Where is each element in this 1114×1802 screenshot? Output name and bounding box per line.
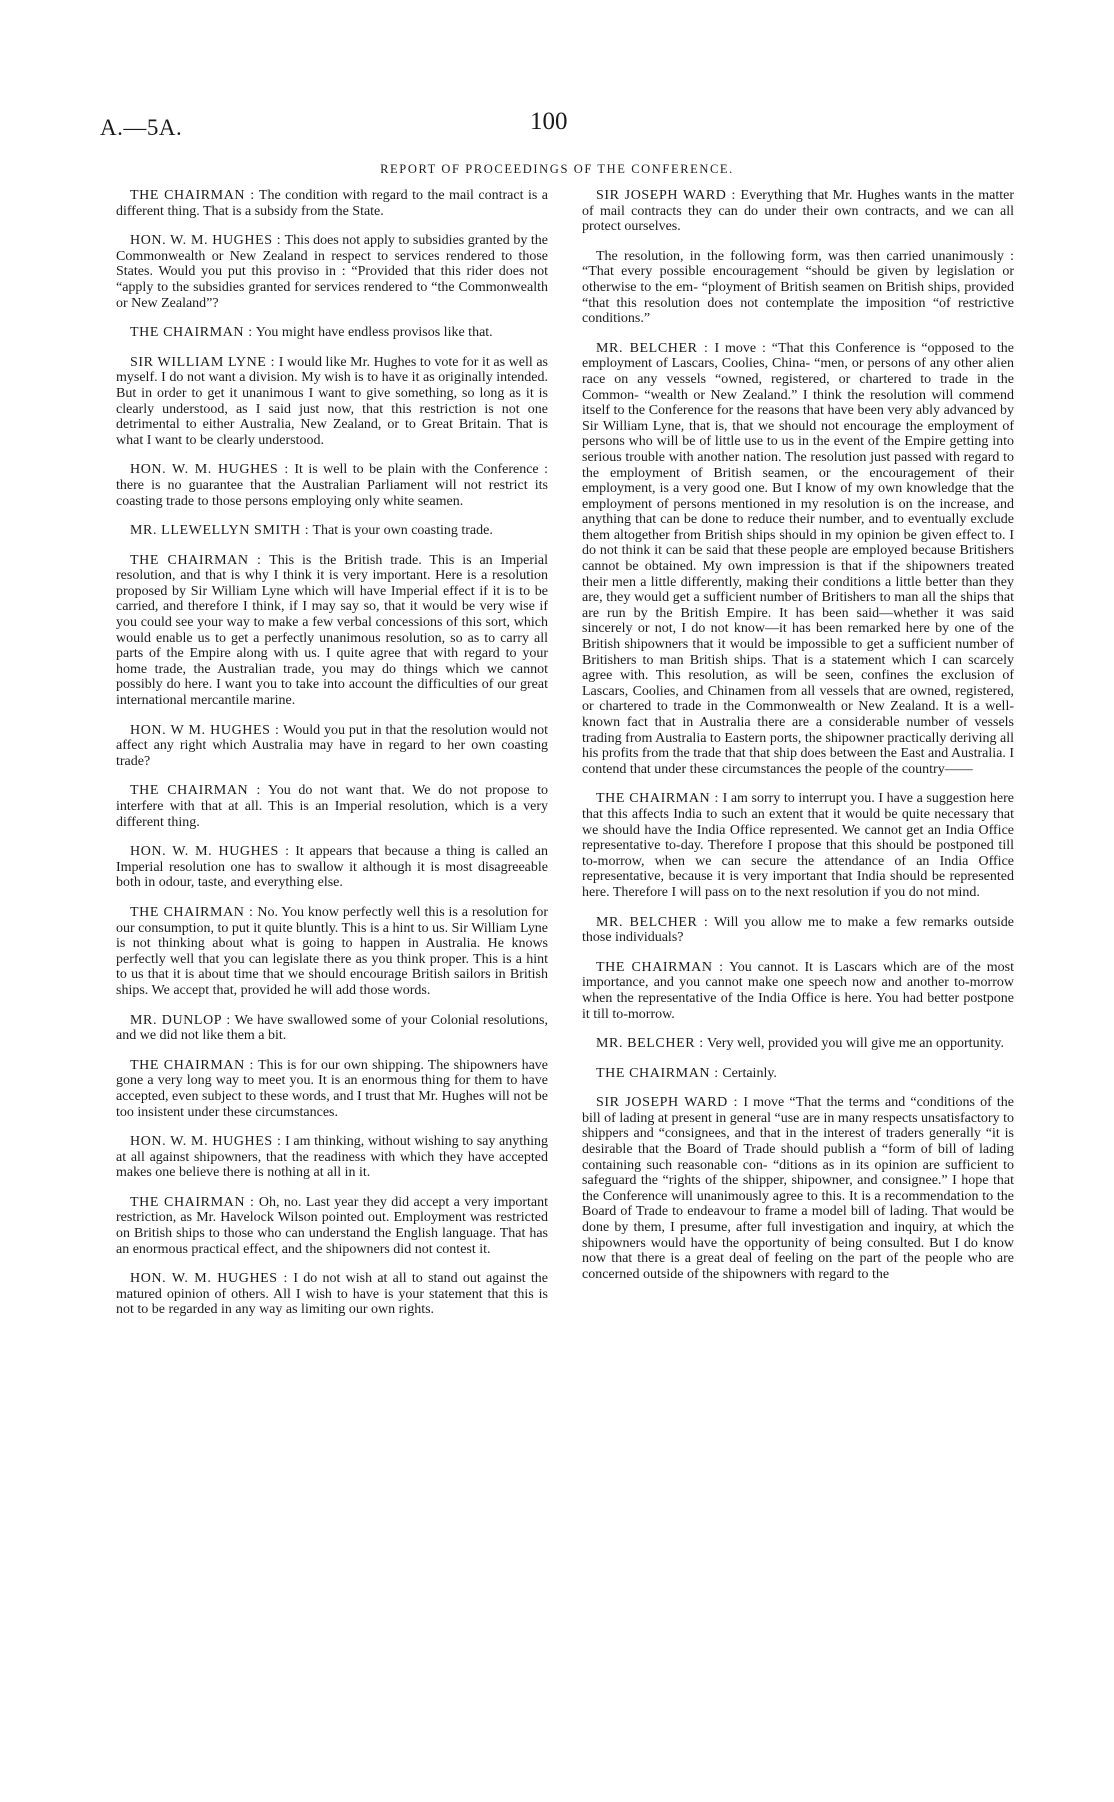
speech-paragraph — [582, 1095, 1014, 1282]
speech-paragraph — [116, 1013, 548, 1044]
speech-text: Very well, provided you will give me an opportunity. — [707, 1036, 1004, 1052]
speech-paragraph — [116, 1058, 548, 1120]
speech-paragraph — [582, 960, 1014, 1022]
speaker-name: THE CHAIRMAN : — [596, 959, 724, 975]
speech-paragraph — [116, 1134, 548, 1181]
speaker-name: THE CHAIRMAN : — [596, 1065, 719, 1081]
speech-paragraph — [582, 249, 1014, 327]
speech-text: I do not wish at all to stand out against the matured opinion of others. All I wish to have is your statement that this is not to be regarded in any way as limiting our own rights. — [116, 1271, 549, 1318]
speaker-name: HON. W M. HUGHES : — [130, 722, 280, 738]
speech-text: Would you put in that the resolution would not affect any right which Australia may have in regard to her own coasting trade? — [116, 722, 548, 769]
speech-text: I am sorry to interrupt you. I have a suggestion here that this affects India to such an extent that it would be quite necessary that we should have the India Office represented. We cannot get an India Office representative to-day. Therefore I propose that this should be postponed till to-morrow, when we can secure the attendance of an India Office representative, because it is very important that India should be represented here. Therefore I will pass on to the next resolution if you do not mind. — [582, 791, 1015, 900]
speech-text: No. You know perfectly well this is a resolution for our consumption, to put it quite bluntly. This is a hint to us. Sir William Lyne is not thinking about what is going to happen in Australia. He knows perfectly well that you can legislate there as you think proper. This is a hint to us that it is about time that we should encourage British sailors in British ships. We accept that, provided he will add those words. — [116, 904, 549, 998]
speech-paragraph — [116, 233, 548, 311]
running-head: REPORT OF PROCEEDINGS OF THE CONFERENCE. — [380, 162, 734, 176]
speaker-name: HON. W. M. HUGHES : — [130, 1271, 289, 1287]
speech-text: You cannot. It is Lascars which are of the most importance, and you cannot make one speech now and another to-morrow when the representative of the India Office is here. You had better postpone it till to-morrow. — [582, 959, 1015, 1022]
speech-paragraph — [116, 523, 548, 539]
speech-paragraph — [582, 1066, 1014, 1082]
document-reference: A.—5A. — [100, 115, 183, 140]
speech-text: The resolution, in the following form, was then carried unanimously : “That every possible encouragement “should be given by legislation or otherwise to the em- “ployment of British seamen on British ships, provided “that this resolution does not contemplate the imposition “of restrictive conditions.” — [582, 248, 1014, 327]
speech-paragraph — [116, 325, 548, 341]
speech-paragraph — [116, 783, 548, 830]
speech-text: I move “That the terms and “conditions of the bill of lading at present in general “use are in many respects unsatisfactory to shippers and “consignees, and that in the interest of traders generally “it is desirable that the Board of Trade should publish a “form of bill of lading containing such reasonable con- “ditions as in its opinion are sufficient to safeguard the “rights of the shipper, shipowner, and consignee.” I hope that the Conference will unanimously agree to this. It is a recommendation to the Board of Trade to endeavour to frame a model bill of lading. That would be done by them, I presume, after full investigation and inquiry, at which the shipowners would have the opportunity of being consulted. But I do know now that there is a great deal of feeling on the part of the people who are concerned outside of the shipowners with regard to the — [582, 1095, 1015, 1282]
speech-paragraph — [582, 791, 1014, 900]
speaker-name: HON. W. M. HUGHES : — [130, 1134, 282, 1150]
speech-text: You do not want that. We do not propose to interfere with that at all. This is an Imperial resolution, which is a very different thing. — [116, 783, 548, 830]
speech-text: Will you allow me to make a few remarks outside those individuals? — [582, 914, 1015, 946]
speech-text: I would like Mr. Hughes to vote for it as well as myself. I do not want a division. My wish is to have it as originally intended. But in order to get it unanimous I want to give something, so long as it is clearly understood, as I said just now, that this restriction is not one detrimental to either Australia, New Zealand, or to Great Britain. That is what I want to be clearly understood. — [116, 354, 548, 448]
speech-paragraph — [116, 462, 548, 509]
speaker-name: SIR JOSEPH WARD : — [596, 188, 737, 203]
speech-text: Everything that Mr. Hughes wants in the matter of mail contracts they can do under their own contracts, and we can all protect ourselves. — [582, 188, 1015, 235]
speech-paragraph — [582, 1036, 1014, 1052]
speech-paragraph — [116, 905, 548, 999]
speaker-name: THE CHAIRMAN : — [130, 904, 254, 920]
speech-text: I am thinking, without wishing to say anything at all against shipowners, that the readiness with which they have accepted makes one believe there is nothing at all in it. — [116, 1134, 548, 1181]
speaker-name: HON. W. M. HUGHES : — [130, 233, 282, 249]
speaker-name: THE CHAIRMAN : — [130, 1057, 255, 1073]
page-number: 100 — [530, 108, 568, 135]
speaker-name: THE CHAIRMAN : — [596, 791, 719, 807]
speaker-name: MR. DUNLOP : — [130, 1012, 231, 1028]
speech-text: You might have endless provisos like that. — [255, 325, 493, 341]
speaker-name: THE CHAIRMAN : — [130, 325, 253, 341]
speech-paragraph — [116, 188, 548, 219]
speaker-name: THE CHAIRMAN : — [130, 1194, 255, 1210]
left-column — [116, 188, 548, 1332]
speaker-name: HON. W. M. HUGHES : — [130, 844, 290, 860]
speech-paragraph — [116, 1271, 548, 1318]
speech-text: This is the British trade. This is an Imperial resolution, and that is why I think it is very important. Here is a resolution proposed by Sir William Lyne which will have Imperial effect if it is to be carried, and therefore I think, if I may say so, that it would be very wise if you could see your way to make a few verbal concessions of this sort, which would enable us to get a perfectly unanimous resolution, so as to carry all parts of the Empire along with us. I quite agree that with regard to your home trade, the Australian trade, you may do things which we cannot possibly do here. I want you to take into account the difficulties of our great international mercantile marine. — [116, 552, 548, 709]
speech-text: Oh, no. Last year they did accept a very important restriction, as Mr. Havelock Wilson pointed out. Employment was restricted on British ships to those who can understand the English language. That has an enormous practical effect, and the shipowners did not contest it. — [116, 1194, 548, 1257]
speech-text: I move : “That this Conference is “opposed to the employment of Lascars, Coolies, China- “men, or persons of any other alien race on any vessels “owned, registered, or chartered to trade in the Common- “wealth or New Zealand.” I think the resolution will commend itself to the Conference for the reasons that have been very ably advanced by Sir William Lyne, that is, that we should not encourage the employment of persons who will be of little use to us in the event of the Empire getting into serious trouble with another nation. The resolution just passed with regard to the employment of British seamen, or the encouragement of their employment, is a very good one. But I know of my own knowledge that the employment of persons mentioned in my resolution is on the increase, and anything that can be done to reduce their number, and to eventually exclude them altogether from British ships should in my opinion be given effect to. I do not think it can be said that these people are employed because Britishers cannot be obtained. My own impression is that if the shipowners treated their men a little differently, making their conditions a little better than they are, they would get a sufficient number of Britishers to man all the ships that are run by the British Empire. It has been said—whether it was said sincerely or not, I do not know—it has been remarked here by one of the British shipowners that it would be impossible to get a sufficient number of Britishers to man British ships. That is a statement which I can scarcely agree with. This resolution, as will be seen, confines the exclusion of Lascars, Coolies, and Chinamen from all vessels that are owned, registered, or chartered to trade in the Commonwealth or New Zealand. It is a well-known fact that in Australia there are a considerable number of vessels trading from Australia to Eastern ports, the shipowner practically deriving all his profits from the trade that that ship does between the East and Australia. I contend that under these circumstances the people of the country—— — [582, 340, 1014, 777]
speaker-name: MR. BELCHER : — [596, 914, 709, 930]
speech-text: Certainly. — [722, 1065, 777, 1081]
speaker-name: SIR WILLIAM LYNE : — [130, 354, 276, 370]
speech-text: This is for our own shipping. The shipowners have gone a very long way to meet you. It is an enormous thing for them to have accepted, even subject to these words, and I trust that Mr. Hughes will not be too insistent under these circumstances. — [116, 1057, 549, 1120]
speech-paragraph — [116, 355, 548, 449]
speech-text: It appears that because a thing is called an Imperial resolution one has to swallow it although it is most disagreeable both in odour, taste, and everything else. — [116, 844, 548, 891]
right-column — [582, 188, 1014, 1296]
speech-paragraph — [582, 341, 1014, 778]
speaker-name: MR. BELCHER : — [596, 1036, 704, 1052]
speaker-name: MR. BELCHER : — [596, 340, 709, 356]
speaker-name: MR. LLEWELLYN SMITH : — [130, 523, 310, 539]
speaker-name: HON. W. M. HUGHES : — [130, 462, 289, 478]
speech-text: This does not apply to subsidies granted by the Commonwealth or New Zealand in respect to services rendered to those States. Would you put this proviso in : “Provided that this rider does not “apply to the subsidies granted for services rendered to “the Commonwealth or New Zealand”? — [116, 233, 549, 311]
speech-paragraph — [582, 188, 1014, 235]
speech-paragraph — [116, 553, 548, 709]
speaker-name: SIR JOSEPH WARD : — [596, 1095, 739, 1111]
speech-paragraph — [116, 844, 548, 891]
speech-text: The condition with regard to the mail contract is a different thing. That is a subsidy from the State. — [116, 188, 549, 219]
speaker-name: THE CHAIRMAN : — [130, 552, 262, 568]
speech-text: It is well to be plain with the Conference : there is no guarantee that the Australian Parliament will not restrict its coasting trade to those persons employing only white seamen. — [116, 462, 548, 509]
speech-paragraph — [582, 915, 1014, 946]
speaker-name: THE CHAIRMAN : — [130, 783, 261, 799]
speech-paragraph — [116, 723, 548, 770]
speech-text: That is your own coasting trade. — [312, 523, 493, 539]
speech-text: We have swallowed some of your Colonial resolutions, and we did not like them a bit. — [116, 1012, 548, 1044]
speaker-name: THE CHAIRMAN : — [130, 188, 255, 203]
speech-paragraph — [116, 1195, 548, 1257]
